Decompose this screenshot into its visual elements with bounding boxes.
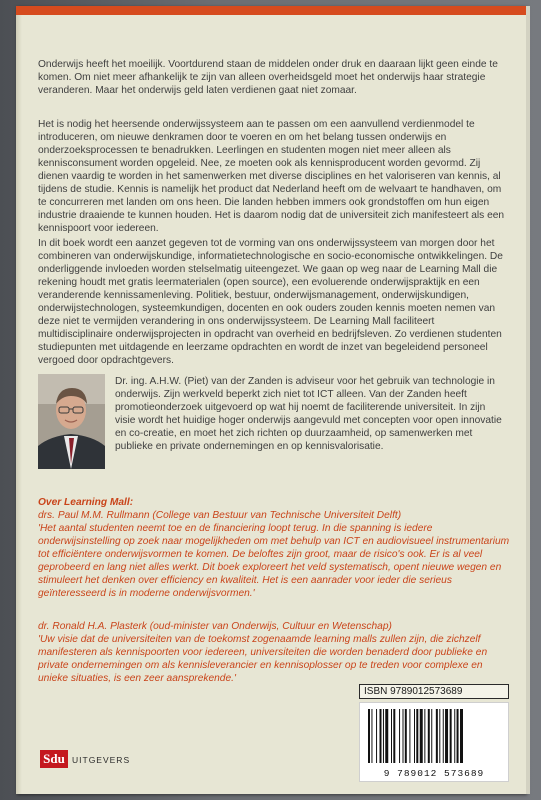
body-paragraph-2: Het is nodig het heersende onderwijssysteem aan te passen om een aanvullend verdienmodel te introduceren, om nieuwe denkramen door te voeren en om het belang tussen onderwijs en onderzoeksprocessen te benadrukken. Leerlingen en studenten mogen niet meer alleen als kennisconsument worden opgeleid. Nee, ze moeten ook als kennisproducent worden gevormd. Zij dienen vaardig te worden in het samenwerken met diverse disciplines en het valoriseren van kennis, al tijdens de studie. Kennis is namelijk het product dat Nederland heeft om de welvaart te handhaven, om te concurreren met landen om ons heen. Die landen hebben immers ook grondstoffen om hun eigen industrie draaiende te kunnen houden. Het is daarom nodig dat de universiteit zich manifesteert als een kennispoort voor iedereen. xyxy=(38,119,505,234)
body-paragraph-3: In dit boek wordt een aanzet gegeven tot de vorming van ons onderwijssysteem van morgen door het combineren van onderwijskundige, informatietechnologische en socio-economische ontwikkelingen. De onderliggende invloeden worden stelselmatig uiteengezet. We gaan op weg naar de Learning Mall die rekening houdt met gratis leermaterialen (open source), een evoluerende onderwijspraktijk en een veranderende kennissamenleving. Politiek, bestuur, onderwijsmanagement, onderwijskundigen, onderwijstechnologen, systeemkundigen, docenten en ook ouders zouden kennis moeten nemen van deze niet te vermijden verandering in ons onderwijssysteem. De Learning Mall faciliteert multidisciplinaire onderwijsprojecten in opdracht van overheid en bedrijfsleven. Zo verdienen studenten studiepunten met uitdagende en leerzame opdrachten en wordt de inzet van begeleidend personeel vergoed door opdrachtgevers. xyxy=(38,238,503,366)
author-bio: Dr. ing. A.H.W. (Piet) van der Zanden is adviseur voor het gebruik van technologie in onderwijs. Zijn werkveld beperkt zich niet tot ICT alleen. Van der Zanden heeft promotieonderzoek uitgevoerd op wat hij noemt de faciliterende universiteit. In zijn visie wordt het huidige hoger onderwijs aangevuld met concepten voor open innovatie en co-creatie, en moet het zich richten op duurzaamheid, op samenwerken met publieke en private ondernemingen en op kennisvalorisatie. xyxy=(115,376,502,452)
barcode-bar xyxy=(454,709,455,763)
barcode-bar xyxy=(457,709,459,763)
barcode-bar xyxy=(376,709,377,763)
barcode-bar xyxy=(416,709,418,763)
author-portrait-icon xyxy=(38,374,105,469)
barcode-bar xyxy=(431,709,432,763)
reviewer-name: dr. Ronald H.A. Plasterk (oud-minister van Onderwijs, Cultuur en Wetenschap) xyxy=(38,621,392,632)
barcode-bar xyxy=(368,709,370,763)
barcode-bar xyxy=(436,709,438,763)
barcode-bar xyxy=(409,709,410,763)
author-photo xyxy=(38,374,105,469)
barcode-bar xyxy=(428,709,430,763)
barcode-bar xyxy=(460,709,463,763)
barcode-bar xyxy=(391,709,392,763)
barcode-bar xyxy=(450,709,452,763)
barcode-bar xyxy=(439,709,440,763)
review-quote: 'Uw visie dat de universiteiten van de toekomst zogenaamde learning malls zullen zijn, die zichzelf manifesteren als kennispoorten voor iedereen, universiteiten die worden benaderd door publieke en private ondernemingen om als kennisleverancier en kennisoplosser op te treden voor complexe en unieke situaties, is een zeer aansprekende.' xyxy=(38,634,488,684)
reviewer-name: drs. Paul M.M. Rullmann (College van Bestuur van Technische Universiteit Delft) xyxy=(38,510,402,521)
isbn-label: ISBN 9789012573689 xyxy=(359,684,509,699)
publisher-name: UITGEVERS xyxy=(72,755,131,765)
barcode-bar xyxy=(383,709,384,763)
review-quote: 'Het aantal studenten neemt toe en de financiering loopt terug. In die spanning is iedere onderwijsinstelling op zoek naar mogelijkheden om met behulp van ICT en audiovisueel instrumentarium tot efficiëntere onderwijsvormen te komen. De beloftes zijn groot, maar de risico's ook. Er is al veel geprobeerd en lang niet alles werkt. Dit boek exploreert het veld systematisch, opent nieuwe wegen en stimuleert het denken over efficiency en kwaliteit. Het is een aanrader voor ieder die serieus geïnteresseerd is in moderne onderwijsvormen.' xyxy=(38,523,510,599)
barcode-bar xyxy=(420,709,423,763)
barcode-bar xyxy=(424,709,425,763)
barcode-bar xyxy=(405,709,407,763)
barcode xyxy=(359,702,509,782)
barcode-bar xyxy=(399,709,400,763)
barcode-bar xyxy=(403,709,404,763)
publisher-logo: Sdu xyxy=(40,750,68,768)
barcode-bar xyxy=(371,709,372,763)
barcode-bar xyxy=(385,709,388,763)
barcode-bar xyxy=(393,709,395,763)
book-back-cover xyxy=(16,6,526,794)
reviews-heading: Over Learning Mall: xyxy=(38,497,134,508)
barcode-icon xyxy=(360,703,508,767)
barcode-bar xyxy=(445,709,448,763)
barcode-bar xyxy=(443,709,444,763)
barcode-digits: 9 789012 573689 xyxy=(383,768,485,779)
barcode-bar xyxy=(414,709,415,763)
intro-paragraph: Onderwijs heeft het moeilijk. Voortdurend staan de middelen onder druk en daaraan lijkt geen einde te komen. Om niet meer afhankelijk te zijn van alleen overheidsgeld moet het onderwijs haar strategie veranderen. Maar het onderwijs geld laten verdienen gaat niet zomaar. xyxy=(38,59,498,96)
barcode-bar xyxy=(380,709,382,763)
